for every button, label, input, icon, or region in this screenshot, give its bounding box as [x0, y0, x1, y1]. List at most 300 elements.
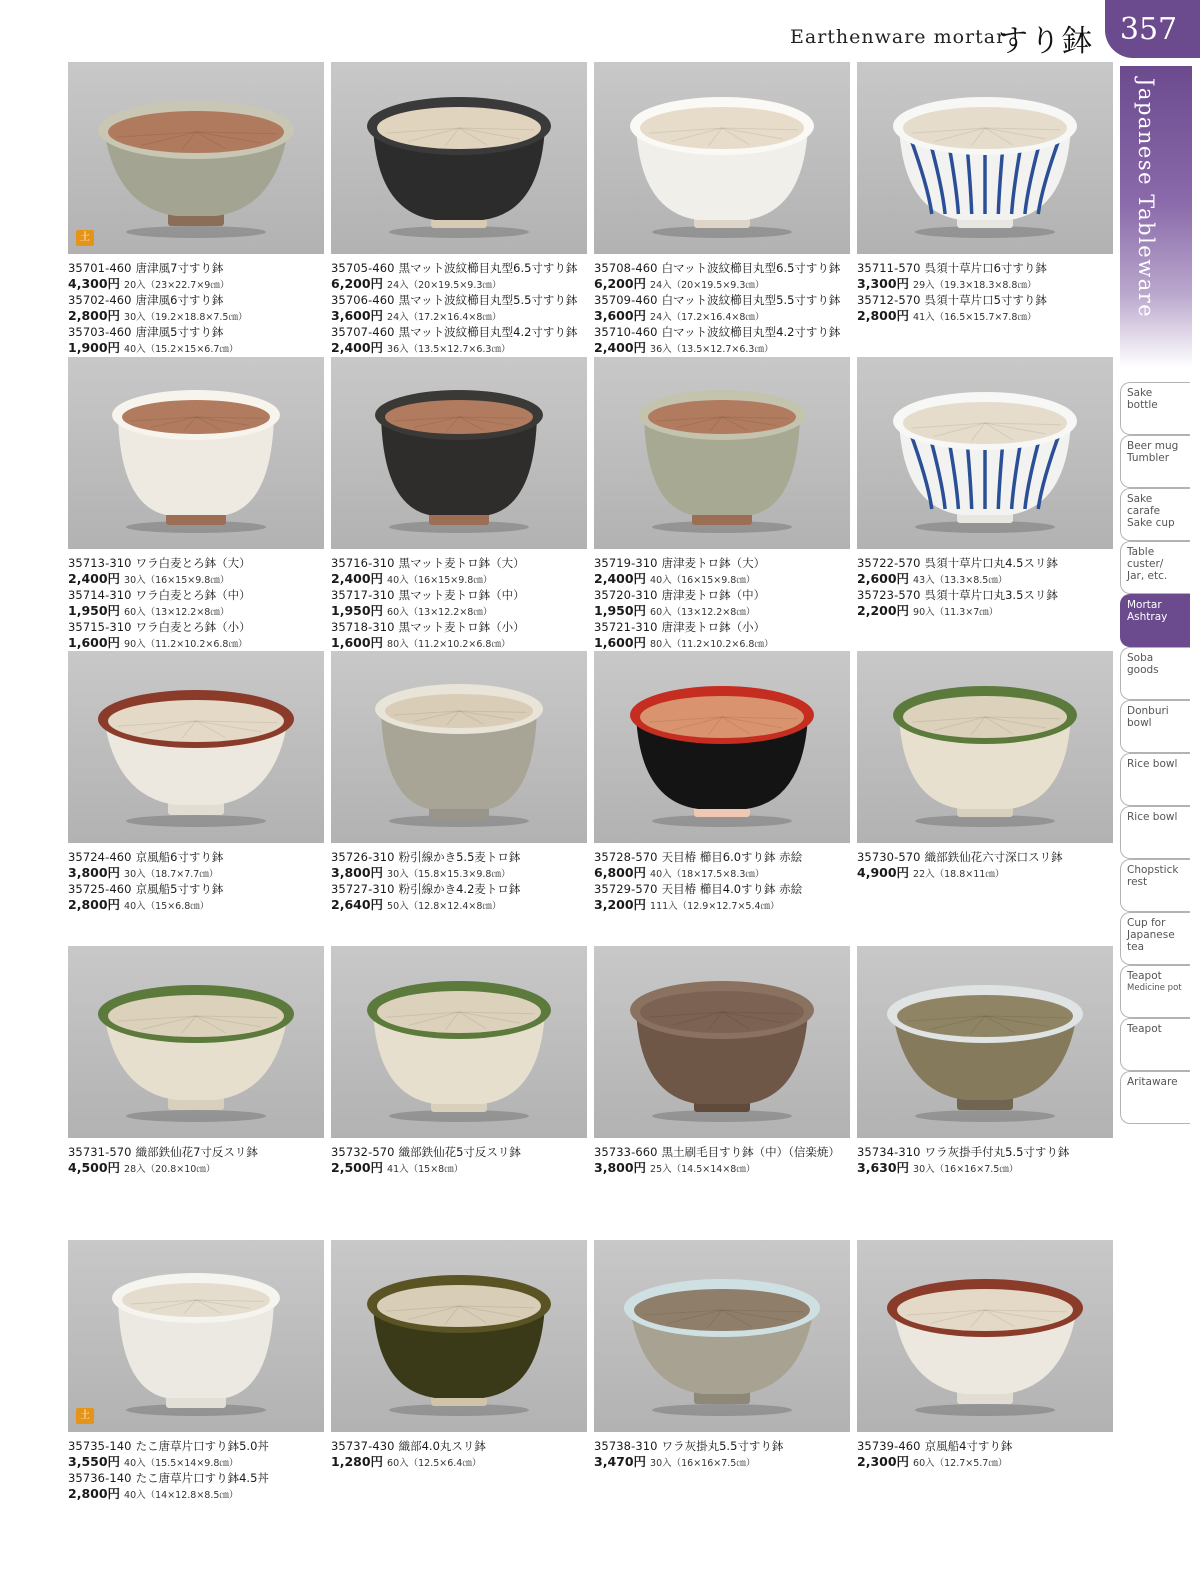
- item-code: 35712-570: [857, 293, 921, 307]
- item-price-line: [68, 1454, 324, 1471]
- item-code: 35702-460: [68, 293, 132, 307]
- item-spec: 41入（16.5×15.7×7.8㎝）: [913, 312, 1037, 323]
- product-photo[interactable]: [594, 62, 850, 254]
- item-code: 35719-310: [594, 556, 658, 570]
- item-code: 35739-460: [857, 1439, 921, 1453]
- product-photo[interactable]: [594, 651, 850, 843]
- nav-tab-label: Tumbler: [1127, 452, 1170, 464]
- item-name: 京風船6寸すり鉢: [135, 850, 224, 864]
- item-price-line: [331, 897, 587, 914]
- item-name: 黒マット麦トロ鉢（中）: [398, 588, 525, 602]
- bowl-illustration: [622, 90, 822, 240]
- bowl-illustration: [96, 385, 296, 535]
- item-title-line: [331, 620, 587, 635]
- item-name: 呉須十草片口丸3.5スリ鉢: [924, 588, 1058, 602]
- item-code: 35711-570: [857, 261, 921, 275]
- item-spec: 40入（18×17.5×8.3㎝）: [650, 869, 765, 880]
- item-code: 35717-310: [331, 588, 395, 602]
- item-name: 呉須十草片口6寸すり鉢: [924, 261, 1047, 275]
- item-spec: 40入（14×12.8×8.5㎝）: [124, 1490, 239, 1501]
- item-spec: 40入（15.2×15×6.7㎝）: [124, 344, 239, 355]
- item-code: 35738-310: [594, 1439, 658, 1453]
- item-code: 35733-660: [594, 1145, 658, 1159]
- nav-tab-label: bottle: [1127, 399, 1158, 411]
- item-name: ワラ白麦とろ鉢（中）: [135, 588, 251, 602]
- item-price-line: [68, 897, 324, 914]
- product-photo[interactable]: [331, 62, 587, 254]
- nav-tab[interactable]: [1120, 594, 1190, 647]
- item-price-line: [594, 276, 850, 293]
- product-info: [331, 1145, 587, 1177]
- product-info: [594, 1439, 850, 1471]
- bowl-illustration: [359, 90, 559, 240]
- item-code: 35731-570: [68, 1145, 132, 1159]
- item-price-line: [594, 1454, 850, 1471]
- item-price-line: [68, 308, 324, 325]
- product-photo[interactable]: [68, 1240, 324, 1432]
- item-price-line: [68, 1160, 324, 1177]
- item-price-line: [331, 340, 587, 357]
- nav-tab-label: Medicine pot: [1127, 983, 1182, 993]
- item-name: 白マット波紋櫛目丸型5.5寸すり鉢: [661, 293, 841, 307]
- product-photo[interactable]: [857, 651, 1113, 843]
- item-name: ワラ白麦とろ鉢（大）: [135, 556, 251, 570]
- category-banner: [1120, 66, 1192, 368]
- item-price-line: [68, 340, 324, 357]
- item-title-line: [68, 882, 324, 897]
- item-code: 35732-570: [331, 1145, 395, 1159]
- item-spec: 30入（18.7×7.7㎝）: [124, 869, 219, 880]
- nav-tab[interactable]: [1120, 435, 1190, 488]
- item-title-line: [68, 556, 324, 571]
- item-price-line: [331, 276, 587, 293]
- item-code: 35729-570: [594, 882, 658, 896]
- item-title-line: [331, 882, 587, 897]
- item-spec: 24入（17.2×16.4×8㎝）: [387, 312, 502, 323]
- item-price: 3,300円: [857, 276, 910, 291]
- item-code: 35725-460: [68, 882, 132, 896]
- item-spec: 24入（17.2×16.4×8㎝）: [650, 312, 765, 323]
- item-price: 3,800円: [331, 865, 384, 880]
- item-spec: 41入（15×8㎝）: [387, 1164, 464, 1175]
- item-code: 35701-460: [68, 261, 132, 275]
- item-title-line: [331, 588, 587, 603]
- item-price: 6,200円: [331, 276, 384, 291]
- item-title-line: [594, 882, 850, 897]
- item-price: 2,400円: [594, 571, 647, 586]
- item-price: 1,600円: [331, 635, 384, 650]
- item-price-line: [594, 635, 850, 652]
- item-title-line: [594, 556, 850, 571]
- item-name: 唐津麦トロ鉢（小）: [661, 620, 766, 634]
- nav-tab[interactable]: [1120, 1071, 1190, 1124]
- bowl-illustration: [359, 1268, 559, 1418]
- item-code: 35705-460: [331, 261, 395, 275]
- item-code: 35720-310: [594, 588, 658, 602]
- item-code: 35736-140: [68, 1471, 132, 1485]
- nav-tab-label: Donburi: [1127, 705, 1169, 717]
- item-price: 1,600円: [68, 635, 121, 650]
- item-name: 織部鉄仙花5寸反スリ鉢: [398, 1145, 521, 1159]
- item-spec: 40入（16×15×9.8㎝）: [387, 575, 493, 586]
- item-price-line: [331, 1160, 587, 1177]
- item-price: 2,400円: [331, 571, 384, 586]
- item-spec: 90入（11.2×10.2×6.8㎝）: [124, 639, 248, 650]
- item-spec: 24入（20×19.5×9.3㎝）: [387, 280, 502, 291]
- item-name: たこ唐草片口すり鉢5.0丼: [135, 1439, 269, 1453]
- item-price-line: [857, 276, 1113, 293]
- item-title-line: [68, 588, 324, 603]
- item-code: 35703-460: [68, 325, 132, 339]
- item-code: 35706-460: [331, 293, 395, 307]
- item-title-line: [331, 325, 587, 340]
- nav-tab[interactable]: [1120, 382, 1190, 435]
- item-name: たこ唐草片口すり鉢4.5丼: [135, 1471, 269, 1485]
- item-price-line: [331, 308, 587, 325]
- product-photo[interactable]: [857, 62, 1113, 254]
- item-price-line: [594, 865, 850, 882]
- item-name: 唐津麦トロ鉢（大）: [661, 556, 766, 570]
- bowl-illustration: [622, 679, 822, 829]
- item-title-line: [68, 325, 324, 340]
- bowl-illustration: [885, 385, 1085, 535]
- item-spec: 29入（19.3×18.3×8.8㎝）: [913, 280, 1037, 291]
- item-price: 4,500円: [68, 1160, 121, 1175]
- header-title-en: Earthenware mortar: [790, 26, 1007, 48]
- item-title-line: [857, 556, 1113, 571]
- item-spec: 60入（13×12.2×8㎝）: [387, 607, 493, 618]
- item-code: 35722-570: [857, 556, 921, 570]
- item-price: 3,600円: [594, 308, 647, 323]
- item-price: 1,950円: [331, 603, 384, 618]
- item-title-line: [331, 293, 587, 308]
- product-photo[interactable]: [68, 651, 324, 843]
- product-photo[interactable]: [331, 651, 587, 843]
- item-spec: 30入（16×15×9.8㎝）: [124, 575, 230, 586]
- bowl-illustration: [359, 974, 559, 1124]
- item-price-line: [857, 1454, 1113, 1471]
- nav-tab[interactable]: [1120, 700, 1190, 753]
- item-name: 黒土刷毛目すり鉢（中）（信楽焼）: [661, 1145, 840, 1159]
- product-info: [331, 1439, 587, 1471]
- item-price-line: [331, 865, 587, 882]
- item-code: 35723-570: [857, 588, 921, 602]
- item-price-line: [331, 571, 587, 588]
- bowl-illustration: [622, 1268, 822, 1418]
- product-photo[interactable]: [331, 357, 587, 549]
- bowl-illustration: [885, 1268, 1085, 1418]
- item-price: 2,300円: [857, 1454, 910, 1469]
- item-price: 2,800円: [68, 308, 121, 323]
- product-photo[interactable]: [68, 62, 324, 254]
- nav-tab[interactable]: [1120, 647, 1190, 700]
- nav-tab[interactable]: [1120, 859, 1190, 912]
- item-price: 2,800円: [857, 308, 910, 323]
- item-price: 4,300円: [68, 276, 121, 291]
- item-name: 黒マット波紋櫛目丸型6.5寸すり鉢: [398, 261, 578, 275]
- item-title-line: [857, 1439, 1113, 1454]
- item-price: 6,200円: [594, 276, 647, 291]
- page-number-tab: [1105, 0, 1200, 58]
- item-name: 黒マット麦トロ鉢（小）: [398, 620, 525, 634]
- item-title-line: [594, 850, 850, 865]
- item-price-line: [68, 276, 324, 293]
- product-info: [594, 850, 850, 914]
- item-title-line: [68, 1471, 324, 1486]
- item-title-line: [68, 850, 324, 865]
- item-code: 35735-140: [68, 1439, 132, 1453]
- item-spec: 24入（20×19.5×9.3㎝）: [650, 280, 765, 291]
- item-price: 1,900円: [68, 340, 121, 355]
- item-price-line: [331, 635, 587, 652]
- item-title-line: [594, 325, 850, 340]
- product-info: [857, 850, 1113, 882]
- item-name: 唐津風6寸すり鉢: [135, 293, 224, 307]
- bowl-illustration: [885, 679, 1085, 829]
- nav-tab-label: Ashtray: [1127, 611, 1168, 623]
- item-spec: 30入（16×16×7.5㎝）: [913, 1164, 1019, 1175]
- bowl-illustration: [359, 679, 559, 829]
- bowl-illustration: [622, 974, 822, 1124]
- nav-tab-label: Soba: [1127, 652, 1154, 664]
- item-spec: 60入（12.5×6.4㎝）: [387, 1458, 482, 1469]
- nav-tab[interactable]: [1120, 488, 1190, 541]
- item-spec: 20入（23×22.7×9㎝）: [124, 280, 230, 291]
- item-spec: 60入（12.7×5.7㎝）: [913, 1458, 1008, 1469]
- product-photo[interactable]: [594, 946, 850, 1138]
- bowl-illustration: [622, 385, 822, 535]
- nav-tab[interactable]: [1120, 541, 1190, 594]
- item-price: 3,600円: [331, 308, 384, 323]
- nav-tab-label: tea: [1127, 941, 1145, 953]
- item-price-line: [857, 571, 1113, 588]
- item-price-line: [857, 603, 1113, 620]
- nav-tab[interactable]: [1120, 806, 1190, 859]
- nav-tab-label: Aritaware: [1127, 1076, 1178, 1088]
- item-code: 35709-460: [594, 293, 658, 307]
- item-price: 1,600円: [594, 635, 647, 650]
- item-title-line: [857, 261, 1113, 276]
- nav-tab[interactable]: [1120, 753, 1190, 806]
- nav-tab-label: bowl: [1127, 717, 1152, 729]
- item-price: 2,500円: [331, 1160, 384, 1175]
- item-code: 35728-570: [594, 850, 658, 864]
- bowl-illustration: [96, 90, 296, 240]
- item-price-line: [857, 865, 1113, 882]
- item-price-line: [68, 865, 324, 882]
- item-price: 2,800円: [68, 1486, 121, 1501]
- product-info: [331, 556, 587, 652]
- item-spec: 60入（13×12.2×8㎝）: [650, 607, 756, 618]
- product-photo[interactable]: [857, 357, 1113, 549]
- item-name: 織部鉄仙花六寸深口スリ鉢: [924, 850, 1063, 864]
- product-photo[interactable]: [857, 1240, 1113, 1432]
- item-spec: 28入（20.8×10㎝）: [124, 1164, 216, 1175]
- product-photo[interactable]: [331, 1240, 587, 1432]
- item-price-line: [857, 1160, 1113, 1177]
- item-code: 35715-310: [68, 620, 132, 634]
- nav-tab-label: rest: [1127, 876, 1148, 888]
- product-info: [331, 261, 587, 357]
- item-code: 35724-460: [68, 850, 132, 864]
- item-spec: 36入（13.5×12.7×6.3㎝）: [650, 344, 774, 355]
- item-price-line: [594, 603, 850, 620]
- item-price: 3,200円: [594, 897, 647, 912]
- item-name: 唐津麦トロ鉢（中）: [661, 588, 766, 602]
- item-name: ワラ灰掛丸5.5寸すり鉢: [661, 1439, 784, 1453]
- nav-tab-label: Sake cup: [1127, 517, 1175, 529]
- product-photo[interactable]: [594, 357, 850, 549]
- item-title-line: [331, 1439, 587, 1454]
- item-code: 35708-460: [594, 261, 658, 275]
- item-title-line: [331, 556, 587, 571]
- nav-tab[interactable]: [1120, 912, 1190, 965]
- product-photo[interactable]: [857, 946, 1113, 1138]
- item-name: ワラ灰掛手付丸5.5寸すり鉢: [924, 1145, 1070, 1159]
- nav-tab-label: custer/: [1127, 558, 1164, 570]
- product-info: [331, 850, 587, 914]
- item-spec: 40入（15×6.8㎝）: [124, 901, 210, 912]
- item-price: 4,900円: [857, 865, 910, 880]
- item-spec: 25入（14.5×14×8㎝）: [650, 1164, 756, 1175]
- item-price: 3,800円: [594, 1160, 647, 1175]
- bowl-illustration: [96, 974, 296, 1124]
- item-price-line: [68, 603, 324, 620]
- item-name: 唐津風5寸すり鉢: [135, 325, 224, 339]
- item-code: 35727-310: [331, 882, 395, 896]
- item-code: 35737-430: [331, 1439, 395, 1453]
- item-name: 呉須十草片口5寸すり鉢: [924, 293, 1047, 307]
- item-title-line: [594, 293, 850, 308]
- item-title-line: [857, 293, 1113, 308]
- item-price: 3,800円: [68, 865, 121, 880]
- item-spec: 40入（16×15×9.8㎝）: [650, 575, 756, 586]
- nav-tab-label: Sake: [1127, 493, 1153, 505]
- item-title-line: [68, 1439, 324, 1454]
- item-name: 黒マット波紋櫛目丸型5.5寸すり鉢: [398, 293, 578, 307]
- item-price-line: [331, 603, 587, 620]
- item-title-line: [594, 261, 850, 276]
- nav-tab[interactable]: [1120, 965, 1190, 1018]
- item-code: 35713-310: [68, 556, 132, 570]
- page-number: 357: [1119, 12, 1178, 47]
- product-photo[interactable]: [594, 1240, 850, 1432]
- nav-tab[interactable]: [1120, 1018, 1190, 1071]
- item-code: 35714-310: [68, 588, 132, 602]
- nav-tab-label: Rice bowl: [1127, 758, 1178, 770]
- item-price: 2,640円: [331, 897, 384, 912]
- item-name: 黒マット麦トロ鉢（大）: [398, 556, 525, 570]
- item-price: 1,950円: [68, 603, 121, 618]
- item-price-line: [331, 1454, 587, 1471]
- item-price: 1,950円: [594, 603, 647, 618]
- item-name: 織部4.0丸スリ鉢: [398, 1439, 486, 1453]
- item-spec: 30入（15.8×15.3×9.8㎝）: [387, 869, 511, 880]
- nav-tab-label: Japanese: [1127, 929, 1175, 941]
- item-price-line: [594, 340, 850, 357]
- item-price: 2,800円: [68, 897, 121, 912]
- item-price: 3,550円: [68, 1454, 121, 1469]
- item-price-line: [594, 308, 850, 325]
- side-nav: [1120, 382, 1190, 1124]
- nav-tab-label: Teapot: [1127, 970, 1162, 982]
- bowl-illustration: [885, 90, 1085, 240]
- bowl-illustration: [96, 1268, 296, 1418]
- item-name: 唐津風7寸すり鉢: [135, 261, 224, 275]
- item-code: 35721-310: [594, 620, 658, 634]
- item-title-line: [68, 620, 324, 635]
- product-photo[interactable]: [68, 946, 324, 1138]
- item-code: 35710-460: [594, 325, 658, 339]
- item-price-line: [594, 571, 850, 588]
- nav-tab-label: Rice bowl: [1127, 811, 1178, 823]
- item-name: 織部鉄仙花7寸反スリ鉢: [135, 1145, 258, 1159]
- nav-tab-label: Mortar: [1127, 599, 1162, 611]
- nav-tab-label: Teapot: [1127, 1023, 1162, 1035]
- product-photo[interactable]: [331, 946, 587, 1138]
- header-title-jp: すり鉢: [998, 24, 1094, 59]
- product-info: [594, 556, 850, 652]
- item-title-line: [331, 850, 587, 865]
- item-title-line: [857, 1145, 1113, 1160]
- item-name: 天目椿 櫛目4.0すり鉢 赤絵: [661, 882, 803, 896]
- item-title-line: [331, 1145, 587, 1160]
- item-spec: 22入（18.8×11㎝）: [913, 869, 1005, 880]
- item-title-line: [68, 261, 324, 276]
- item-code: 35734-310: [857, 1145, 921, 1159]
- category-label: Japanese Tableware: [1134, 78, 1158, 319]
- item-price: 2,200円: [857, 603, 910, 618]
- nav-tab-label: Jar, etc.: [1127, 570, 1168, 582]
- bowl-illustration: [885, 974, 1085, 1124]
- product-info: [857, 556, 1113, 620]
- product-info: [68, 850, 324, 914]
- product-info: [68, 1145, 324, 1177]
- item-name: 京風船4寸すり鉢: [924, 1439, 1013, 1453]
- item-spec: 80入（11.2×10.2×6.8㎝）: [650, 639, 774, 650]
- nav-tab-label: Beer mug: [1127, 440, 1179, 452]
- item-title-line: [857, 588, 1113, 603]
- item-spec: 90入（11.3×7㎝）: [913, 607, 999, 618]
- nav-tab-label: Cup for: [1127, 917, 1166, 929]
- item-price-line: [68, 571, 324, 588]
- product-photo[interactable]: [68, 357, 324, 549]
- nav-tab-label: Sake: [1127, 387, 1153, 399]
- earthenware-badge: 土: [76, 1408, 94, 1424]
- item-price: 3,470円: [594, 1454, 647, 1469]
- item-spec: 80入（11.2×10.2×6.8㎝）: [387, 639, 511, 650]
- item-price-line: [594, 897, 850, 914]
- item-spec: 50入（12.8×12.4×8㎝）: [387, 901, 502, 912]
- item-price: 2,400円: [68, 571, 121, 586]
- item-title-line: [594, 1145, 850, 1160]
- item-title-line: [331, 261, 587, 276]
- item-name: 白マット波紋櫛目丸型4.2寸すり鉢: [661, 325, 841, 339]
- item-spec: 43入（13.3×8.5㎝）: [913, 575, 1008, 586]
- item-name: 白マット波紋櫛目丸型6.5寸すり鉢: [661, 261, 841, 275]
- item-title-line: [594, 620, 850, 635]
- item-title-line: [594, 588, 850, 603]
- item-code: 35718-310: [331, 620, 395, 634]
- item-spec: 30入（16×16×7.5㎝）: [650, 1458, 756, 1469]
- item-price-line: [68, 1486, 324, 1503]
- item-code: 35730-570: [857, 850, 921, 864]
- item-name: 黒マット波紋櫛目丸型4.2寸すり鉢: [398, 325, 578, 339]
- item-price: 3,630円: [857, 1160, 910, 1175]
- item-title-line: [857, 850, 1113, 865]
- item-code: 35716-310: [331, 556, 395, 570]
- bowl-illustration: [359, 385, 559, 535]
